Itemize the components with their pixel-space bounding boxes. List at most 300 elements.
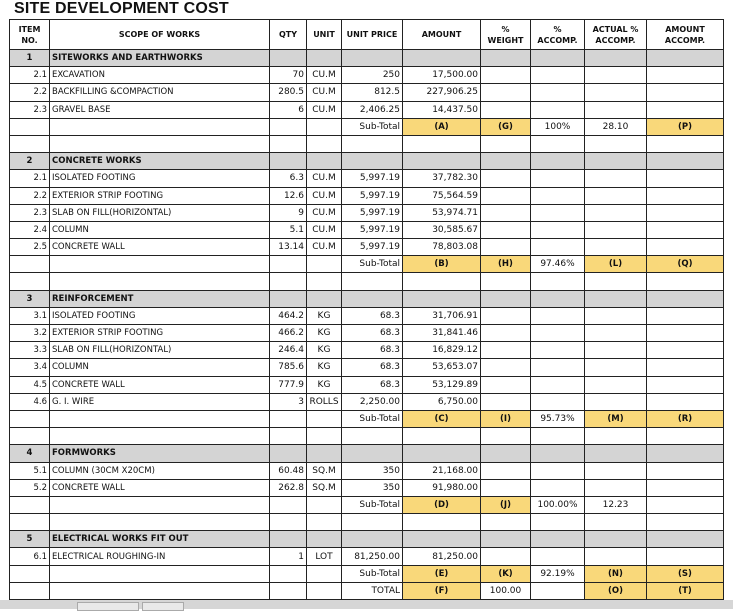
cell[interactable] — [270, 565, 307, 582]
cell[interactable] — [585, 462, 647, 479]
cell[interactable] — [647, 67, 724, 84]
item-scope[interactable]: CONCRETE WALL — [50, 239, 270, 256]
cell[interactable] — [481, 307, 531, 324]
cell[interactable] — [531, 101, 585, 118]
cell[interactable] — [647, 531, 724, 548]
item-unit-price[interactable]: 68.3 — [342, 376, 403, 393]
item-number[interactable]: 5.2 — [10, 479, 50, 496]
item-qty[interactable]: 9 — [270, 204, 307, 221]
item-unit[interactable]: KG — [307, 342, 342, 359]
cell[interactable] — [481, 84, 531, 101]
cell[interactable] — [481, 101, 531, 118]
subtotal-amount[interactable]: (A) — [403, 118, 481, 135]
item-amount[interactable]: 21,168.00 — [403, 462, 481, 479]
cell[interactable] — [342, 531, 403, 548]
item-amount[interactable]: 31,706.91 — [403, 307, 481, 324]
cell[interactable] — [307, 565, 342, 582]
cell[interactable] — [50, 256, 270, 273]
item-qty[interactable]: 280.5 — [270, 84, 307, 101]
item-amount[interactable]: 81,250.00 — [403, 548, 481, 565]
subtotal-actual[interactable]: (L) — [585, 256, 647, 273]
subtotal-actual[interactable]: 12.23 — [585, 496, 647, 513]
cell[interactable] — [270, 514, 307, 531]
item-unit[interactable]: KG — [307, 359, 342, 376]
item-amount[interactable]: 31,841.46 — [403, 325, 481, 342]
cell[interactable] — [531, 170, 585, 187]
cell[interactable] — [585, 445, 647, 462]
section-title[interactable]: FORMWORKS — [50, 445, 270, 462]
header-accomp[interactable]: % ACCOMP. — [531, 20, 585, 50]
cell[interactable] — [403, 153, 481, 170]
cell[interactable] — [481, 290, 531, 307]
item-number[interactable]: 2.3 — [10, 204, 50, 221]
cell[interactable] — [10, 135, 50, 152]
cell[interactable] — [585, 290, 647, 307]
item-number[interactable]: 3.1 — [10, 307, 50, 324]
cell[interactable] — [585, 170, 647, 187]
cell[interactable] — [307, 50, 342, 67]
item-scope[interactable]: COLUMN — [50, 359, 270, 376]
item-qty[interactable]: 13.14 — [270, 239, 307, 256]
cell[interactable] — [531, 376, 585, 393]
cell[interactable] — [270, 428, 307, 445]
total-weight[interactable]: 100.00 — [481, 582, 531, 599]
subtotal-amount[interactable]: (C) — [403, 410, 481, 427]
subtotal-label[interactable]: Sub-Total — [342, 496, 403, 513]
cell[interactable] — [270, 496, 307, 513]
cell[interactable] — [481, 479, 531, 496]
item-amount[interactable]: 17,500.00 — [403, 67, 481, 84]
section-title[interactable]: CONCRETE WORKS — [50, 153, 270, 170]
header-actual[interactable]: ACTUAL % ACCOMP. — [585, 20, 647, 50]
cell[interactable] — [481, 548, 531, 565]
cell[interactable] — [647, 428, 724, 445]
cell[interactable] — [481, 204, 531, 221]
cell[interactable] — [647, 221, 724, 238]
header-amount-accomp[interactable]: AMOUNT ACCOMP. — [647, 20, 724, 50]
item-unit[interactable]: CU.M — [307, 170, 342, 187]
item-number[interactable]: 2.1 — [10, 170, 50, 187]
cell[interactable] — [531, 342, 585, 359]
sheet-tab[interactable] — [142, 602, 184, 611]
cell[interactable] — [531, 479, 585, 496]
subtotal-label[interactable]: Sub-Total — [342, 256, 403, 273]
cell[interactable] — [531, 531, 585, 548]
cell[interactable] — [342, 445, 403, 462]
subtotal-amount[interactable]: (D) — [403, 496, 481, 513]
cell[interactable] — [481, 187, 531, 204]
header-qty[interactable]: QTY — [270, 20, 307, 50]
item-number[interactable]: 2.5 — [10, 239, 50, 256]
cell[interactable] — [531, 548, 585, 565]
item-scope[interactable]: SLAB ON FILL(HORIZONTAL) — [50, 204, 270, 221]
header-item[interactable]: ITEM NO. — [10, 20, 50, 50]
cell[interactable] — [585, 514, 647, 531]
item-unit[interactable]: CU.M — [307, 67, 342, 84]
item-qty[interactable]: 6.3 — [270, 170, 307, 187]
item-unit[interactable]: KG — [307, 325, 342, 342]
cell[interactable] — [307, 290, 342, 307]
item-amount[interactable]: 16,829.12 — [403, 342, 481, 359]
header-scope[interactable]: SCOPE OF WORKS — [50, 20, 270, 50]
cell[interactable] — [481, 153, 531, 170]
cell[interactable] — [531, 582, 585, 599]
cell[interactable] — [10, 273, 50, 290]
item-amount[interactable]: 227,906.25 — [403, 84, 481, 101]
cell[interactable] — [403, 290, 481, 307]
item-scope[interactable]: EXTERIOR STRIP FOOTING — [50, 325, 270, 342]
cell[interactable] — [531, 67, 585, 84]
item-unit-price[interactable]: 81,250.00 — [342, 548, 403, 565]
cell[interactable] — [307, 153, 342, 170]
item-number[interactable]: 4.5 — [10, 376, 50, 393]
item-scope[interactable]: COLUMN — [50, 221, 270, 238]
cell[interactable] — [647, 325, 724, 342]
section-number[interactable]: 5 — [10, 531, 50, 548]
cell[interactable] — [481, 342, 531, 359]
section-number[interactable]: 2 — [10, 153, 50, 170]
cell[interactable] — [270, 50, 307, 67]
subtotal-amount[interactable]: (B) — [403, 256, 481, 273]
item-qty[interactable]: 785.6 — [270, 359, 307, 376]
cell[interactable] — [647, 170, 724, 187]
item-unit-price[interactable]: 68.3 — [342, 359, 403, 376]
item-scope[interactable]: EXTERIOR STRIP FOOTING — [50, 187, 270, 204]
cell[interactable] — [647, 273, 724, 290]
item-scope[interactable]: CONCRETE WALL — [50, 376, 270, 393]
item-unit-price[interactable]: 350 — [342, 479, 403, 496]
subtotal-amount[interactable]: (E) — [403, 565, 481, 582]
item-number[interactable]: 6.1 — [10, 548, 50, 565]
item-scope[interactable]: BACKFILLING &COMPACTION — [50, 84, 270, 101]
cell[interactable] — [647, 376, 724, 393]
cell[interactable] — [403, 445, 481, 462]
cell[interactable] — [647, 393, 724, 410]
cell[interactable] — [10, 256, 50, 273]
item-number[interactable]: 3.2 — [10, 325, 50, 342]
cell[interactable] — [531, 239, 585, 256]
cell[interactable] — [585, 221, 647, 238]
item-qty[interactable]: 466.2 — [270, 325, 307, 342]
subtotal-label[interactable]: Sub-Total — [342, 565, 403, 582]
cell[interactable] — [481, 239, 531, 256]
cell[interactable] — [270, 118, 307, 135]
cell[interactable] — [270, 410, 307, 427]
cell[interactable] — [481, 531, 531, 548]
cell[interactable] — [307, 273, 342, 290]
cell[interactable] — [307, 445, 342, 462]
cell[interactable] — [585, 376, 647, 393]
cell[interactable] — [647, 101, 724, 118]
cell[interactable] — [647, 307, 724, 324]
cell[interactable] — [481, 376, 531, 393]
cell[interactable] — [585, 531, 647, 548]
cell[interactable] — [481, 170, 531, 187]
item-unit[interactable]: CU.M — [307, 204, 342, 221]
cell[interactable] — [50, 514, 270, 531]
cell[interactable] — [481, 514, 531, 531]
cell[interactable] — [403, 273, 481, 290]
cell[interactable] — [531, 290, 585, 307]
subtotal-accomp[interactable]: 97.46% — [531, 256, 585, 273]
cell[interactable] — [585, 239, 647, 256]
item-scope[interactable]: ELECTRICAL ROUGHING-IN — [50, 548, 270, 565]
cell[interactable] — [270, 445, 307, 462]
item-number[interactable]: 2.1 — [10, 67, 50, 84]
item-unit-price[interactable]: 250 — [342, 67, 403, 84]
cell[interactable] — [531, 221, 585, 238]
item-qty[interactable]: 777.9 — [270, 376, 307, 393]
subtotal-actual[interactable]: 28.10 — [585, 118, 647, 135]
cell[interactable] — [585, 307, 647, 324]
cell[interactable] — [531, 462, 585, 479]
item-number[interactable]: 2.2 — [10, 84, 50, 101]
item-unit[interactable]: KG — [307, 307, 342, 324]
item-unit-price[interactable]: 5,997.19 — [342, 187, 403, 204]
item-qty[interactable]: 70 — [270, 67, 307, 84]
subtotal-actual[interactable]: (N) — [585, 565, 647, 582]
item-number[interactable]: 2.2 — [10, 187, 50, 204]
subtotal-amount-accomp[interactable] — [647, 496, 724, 513]
item-qty[interactable]: 60.48 — [270, 462, 307, 479]
item-unit-price[interactable]: 5,997.19 — [342, 221, 403, 238]
cell[interactable] — [481, 221, 531, 238]
cell[interactable] — [647, 187, 724, 204]
subtotal-actual[interactable]: (M) — [585, 410, 647, 427]
cell[interactable] — [307, 256, 342, 273]
cell[interactable] — [647, 462, 724, 479]
subtotal-label[interactable]: Sub-Total — [342, 118, 403, 135]
cell[interactable] — [10, 118, 50, 135]
cell[interactable] — [342, 50, 403, 67]
total-actual[interactable]: (O) — [585, 582, 647, 599]
cell[interactable] — [342, 153, 403, 170]
cell[interactable] — [647, 84, 724, 101]
cell[interactable] — [307, 118, 342, 135]
cell[interactable] — [531, 428, 585, 445]
cell[interactable] — [50, 428, 270, 445]
cell[interactable] — [647, 290, 724, 307]
cell[interactable] — [307, 582, 342, 599]
cell[interactable] — [585, 359, 647, 376]
cell[interactable] — [531, 325, 585, 342]
item-unit-price[interactable]: 5,997.19 — [342, 170, 403, 187]
section-title[interactable]: SITEWORKS AND EARTHWORKS — [50, 50, 270, 67]
cell[interactable] — [10, 428, 50, 445]
item-unit[interactable]: SQ.M — [307, 479, 342, 496]
cell[interactable] — [647, 135, 724, 152]
cell[interactable] — [585, 101, 647, 118]
cell[interactable] — [481, 135, 531, 152]
subtotal-accomp[interactable]: 92.19% — [531, 565, 585, 582]
cell[interactable] — [647, 204, 724, 221]
cell[interactable] — [531, 514, 585, 531]
cell[interactable] — [307, 428, 342, 445]
item-amount[interactable]: 30,585.67 — [403, 221, 481, 238]
item-unit-price[interactable]: 68.3 — [342, 325, 403, 342]
subtotal-weight[interactable]: (K) — [481, 565, 531, 582]
item-qty[interactable]: 246.4 — [270, 342, 307, 359]
total-amount-accomp[interactable]: (T) — [647, 582, 724, 599]
cell[interactable] — [647, 514, 724, 531]
cell[interactable] — [531, 84, 585, 101]
cell[interactable] — [531, 204, 585, 221]
subtotal-amount-accomp[interactable]: (Q) — [647, 256, 724, 273]
cell[interactable] — [403, 50, 481, 67]
cell[interactable] — [585, 84, 647, 101]
item-number[interactable]: 2.4 — [10, 221, 50, 238]
item-scope[interactable]: CONCRETE WALL — [50, 479, 270, 496]
cell[interactable] — [10, 410, 50, 427]
item-number[interactable]: 3.4 — [10, 359, 50, 376]
cell[interactable] — [10, 582, 50, 599]
cell[interactable] — [50, 582, 270, 599]
item-amount[interactable]: 91,980.00 — [403, 479, 481, 496]
item-scope[interactable]: SLAB ON FILL(HORIZONTAL) — [50, 342, 270, 359]
item-scope[interactable]: EXCAVATION — [50, 67, 270, 84]
item-unit-price[interactable]: 350 — [342, 462, 403, 479]
cell[interactable] — [481, 428, 531, 445]
item-qty[interactable]: 3 — [270, 393, 307, 410]
cell[interactable] — [342, 273, 403, 290]
item-unit[interactable]: CU.M — [307, 221, 342, 238]
section-number[interactable]: 4 — [10, 445, 50, 462]
cell[interactable] — [481, 50, 531, 67]
cell[interactable] — [585, 325, 647, 342]
item-qty[interactable]: 1 — [270, 548, 307, 565]
cell[interactable] — [270, 273, 307, 290]
subtotal-weight[interactable]: (H) — [481, 256, 531, 273]
section-number[interactable]: 3 — [10, 290, 50, 307]
item-unit-price[interactable]: 2,250.00 — [342, 393, 403, 410]
item-number[interactable]: 2.3 — [10, 101, 50, 118]
cell[interactable] — [531, 393, 585, 410]
item-unit[interactable]: KG — [307, 376, 342, 393]
cell[interactable] — [531, 50, 585, 67]
cell[interactable] — [270, 531, 307, 548]
item-number[interactable]: 3.3 — [10, 342, 50, 359]
subtotal-weight[interactable]: (G) — [481, 118, 531, 135]
item-unit[interactable]: CU.M — [307, 101, 342, 118]
header-amount[interactable]: AMOUNT — [403, 20, 481, 50]
header-unit-price[interactable]: UNIT PRICE — [342, 20, 403, 50]
cell[interactable] — [342, 428, 403, 445]
cell[interactable] — [50, 135, 270, 152]
item-unit[interactable]: CU.M — [307, 239, 342, 256]
subtotal-accomp[interactable]: 100% — [531, 118, 585, 135]
cell[interactable] — [585, 479, 647, 496]
header-unit[interactable]: UNIT — [307, 20, 342, 50]
cell[interactable] — [531, 135, 585, 152]
item-unit[interactable]: CU.M — [307, 187, 342, 204]
item-unit-price[interactable]: 812.5 — [342, 84, 403, 101]
cell[interactable] — [647, 239, 724, 256]
item-unit-price[interactable]: 5,997.19 — [342, 204, 403, 221]
cell[interactable] — [10, 565, 50, 582]
cell[interactable] — [647, 445, 724, 462]
item-amount[interactable]: 53,129.89 — [403, 376, 481, 393]
cell[interactable] — [10, 496, 50, 513]
cell[interactable] — [481, 393, 531, 410]
item-unit-price[interactable]: 5,997.19 — [342, 239, 403, 256]
item-unit-price[interactable]: 68.3 — [342, 307, 403, 324]
cell[interactable] — [10, 514, 50, 531]
cell[interactable] — [481, 325, 531, 342]
cell[interactable] — [403, 428, 481, 445]
item-amount[interactable]: 53,653.07 — [403, 359, 481, 376]
cell[interactable] — [342, 135, 403, 152]
item-number[interactable]: 4.6 — [10, 393, 50, 410]
cell[interactable] — [585, 428, 647, 445]
cell[interactable] — [585, 204, 647, 221]
subtotal-amount-accomp[interactable]: (S) — [647, 565, 724, 582]
cell[interactable] — [270, 256, 307, 273]
item-qty[interactable]: 464.2 — [270, 307, 307, 324]
cell[interactable] — [585, 548, 647, 565]
cell[interactable] — [585, 342, 647, 359]
item-scope[interactable]: ISOLATED FOOTING — [50, 307, 270, 324]
item-unit-price[interactable]: 2,406.25 — [342, 101, 403, 118]
cell[interactable] — [403, 531, 481, 548]
cell[interactable] — [50, 496, 270, 513]
cell[interactable] — [342, 290, 403, 307]
cell[interactable] — [270, 135, 307, 152]
cell[interactable] — [481, 462, 531, 479]
item-qty[interactable]: 262.8 — [270, 479, 307, 496]
cell[interactable] — [270, 153, 307, 170]
header-weight[interactable]: % WEIGHT — [481, 20, 531, 50]
cell[interactable] — [647, 548, 724, 565]
cell[interactable] — [481, 67, 531, 84]
item-scope[interactable]: GRAVEL BASE — [50, 101, 270, 118]
cell[interactable] — [50, 410, 270, 427]
cell[interactable] — [403, 135, 481, 152]
cell[interactable] — [531, 153, 585, 170]
cell[interactable] — [585, 187, 647, 204]
subtotal-amount-accomp[interactable]: (R) — [647, 410, 724, 427]
total-label[interactable]: TOTAL — [342, 582, 403, 599]
cell[interactable] — [270, 582, 307, 599]
cell[interactable] — [531, 445, 585, 462]
cell[interactable] — [585, 135, 647, 152]
cell[interactable] — [307, 135, 342, 152]
cell[interactable] — [481, 445, 531, 462]
sheet-tab[interactable] — [77, 602, 139, 611]
subtotal-accomp[interactable]: 100.00% — [531, 496, 585, 513]
item-unit[interactable]: LOT — [307, 548, 342, 565]
cell[interactable] — [585, 67, 647, 84]
item-unit[interactable]: ROLLS — [307, 393, 342, 410]
cell[interactable] — [481, 359, 531, 376]
item-amount[interactable]: 53,974.71 — [403, 204, 481, 221]
cell[interactable] — [481, 273, 531, 290]
cell[interactable] — [585, 273, 647, 290]
item-qty[interactable]: 12.6 — [270, 187, 307, 204]
section-number[interactable]: 1 — [10, 50, 50, 67]
cell[interactable] — [585, 393, 647, 410]
cell[interactable] — [50, 273, 270, 290]
cell[interactable] — [403, 514, 481, 531]
cell[interactable] — [647, 342, 724, 359]
item-scope[interactable]: G. I. WIRE — [50, 393, 270, 410]
item-scope[interactable]: COLUMN (30CM X20CM) — [50, 462, 270, 479]
item-amount[interactable]: 6,750.00 — [403, 393, 481, 410]
cell[interactable] — [647, 50, 724, 67]
item-amount[interactable]: 37,782.30 — [403, 170, 481, 187]
cell[interactable] — [647, 359, 724, 376]
subtotal-label[interactable]: Sub-Total — [342, 410, 403, 427]
cell[interactable] — [307, 514, 342, 531]
